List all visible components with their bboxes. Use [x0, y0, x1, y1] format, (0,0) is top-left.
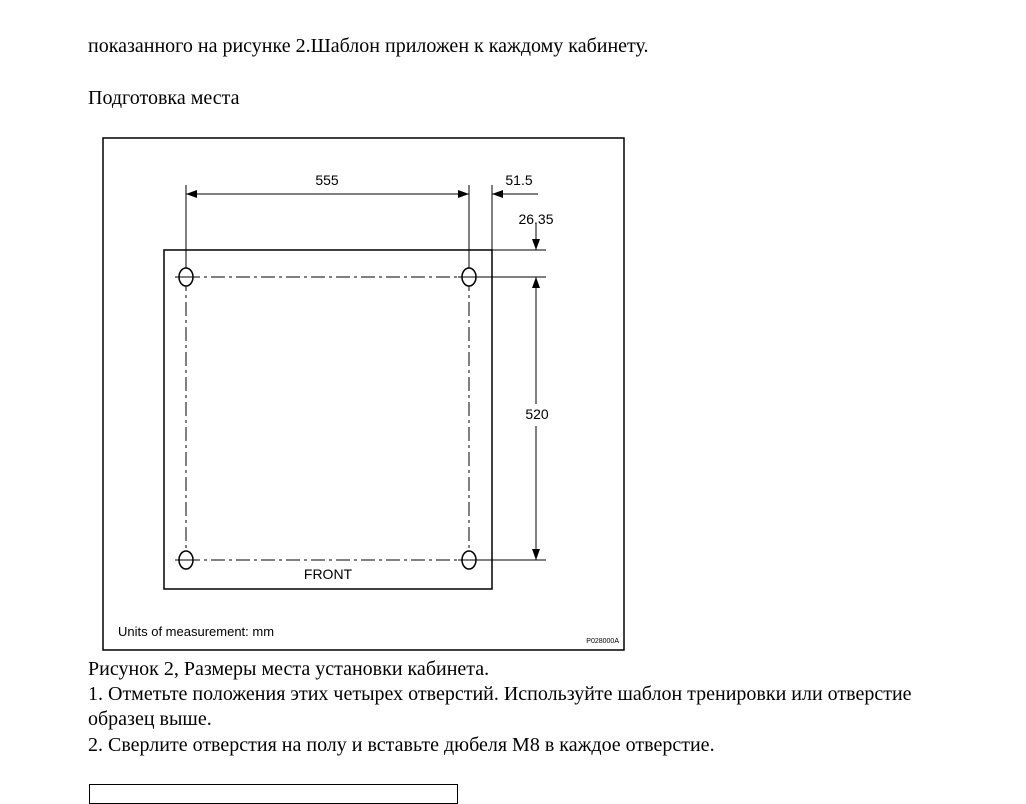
step-1-line-2: образец выше. — [88, 708, 212, 730]
dim-depth-label: 520 — [525, 406, 549, 422]
units-label: Units of measurement: mm — [118, 624, 275, 639]
front-label: FRONT — [303, 566, 353, 582]
figure-caption: Рисунок 2, Размеры места установки кабинета. — [88, 658, 490, 680]
dim-offset-x-label: 51.5 — [505, 172, 533, 188]
step-1-line-1: 1. Отметьте положения этих четырех отверстий. Используйте шаблон тренировки или отверстие — [88, 683, 912, 705]
dim-offset-y-label: 26.35 — [518, 211, 554, 227]
dim-width-label: 555 — [315, 172, 339, 188]
figure-code-label: P028000A — [586, 638, 619, 645]
intro-paragraph: показанного на рисунке 2.Шаблон приложен к каждому кабинету. — [88, 35, 649, 57]
site-dimensions-figure — [102, 137, 626, 652]
step-2: 2. Сверлите отверстия на полу и вставьте дюбеля М8 в каждое отверстие. — [88, 734, 715, 756]
next-figure-frame — [89, 784, 458, 804]
section-title: Подготовка места — [88, 87, 240, 109]
